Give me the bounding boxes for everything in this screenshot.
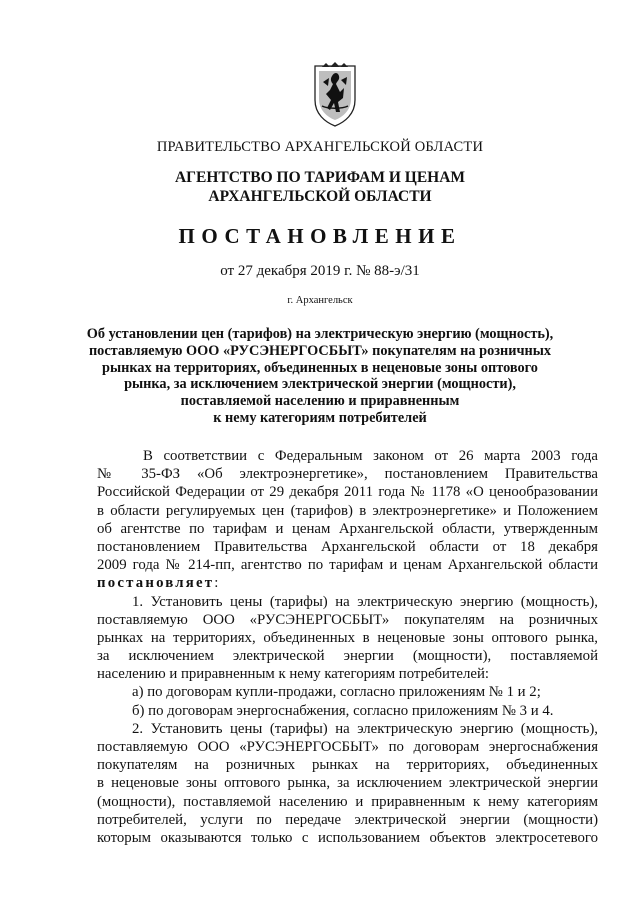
agency-name: [0, 168, 640, 206]
body-line: поставляемую ООО «РУСЭНЕРГОСБЫТ» по договорам энергоснабжения: [97, 739, 598, 755]
decree-line: [97, 574, 598, 592]
subject-line: рынка, за исключением электрической энергии (мощности),: [124, 376, 516, 393]
body-line: 2009 года № 214-пп, агентство по тарифам и ценам Архангельской области: [97, 557, 598, 574]
subject-line: поставляемую ООО «РУСЭНЕРГОСБЫТ» покупателям на розничных: [88, 342, 552, 359]
body-line: 2. Установить цены (тарифы) на электрическую энергию (мощность),: [132, 720, 598, 737]
body-line: В соответствии с Федеральным законом от 26 марта 2003 года: [143, 448, 598, 464]
body-line: (мощности), поставляемой населению и приравненным к нему категориям: [97, 793, 598, 810]
document-date-number: от 27 декабря 2019 г. № 88-э/31: [220, 263, 420, 279]
body-line: а) по договорам купли-продажи, согласно приложениям № 1 и 2;: [132, 684, 541, 701]
body-line: потребителей, услуги по передаче электрической энергии (мощности): [97, 811, 598, 828]
document-city: г. Архангельск: [287, 295, 353, 306]
agency-name-line-1: АГЕНТСТВО ПО ТАРИФАМ И ЦЕНАМ: [174, 169, 466, 186]
coat-of-arms-emblem: [310, 62, 360, 128]
body-line: 1. Установить цены (тарифы) на электрическую энергию (мощность),: [132, 593, 598, 610]
body-line: Российской Федерации от 29 декабря 2011 года № 1178 «О ценообразовании: [97, 484, 598, 501]
body-line: в области регулируемых цен (тарифов) в электроэнергетике» и Положением: [97, 502, 598, 519]
body-line: поставляемую ООО «РУСЭНЕРГОСБЫТ» покупателям на розничных: [97, 611, 598, 628]
body-line: постановлением Правительства Архангельской области от 18 декабря: [97, 538, 598, 555]
document-body: [97, 447, 598, 847]
body-line: за исключением электрической энергии (мощности), поставляемой: [97, 648, 598, 665]
body-line: покупателям на розничных рынках на территориях, объединенных: [97, 757, 598, 774]
document-title: ПОСТАНОВЛЕНИЕ: [178, 224, 462, 248]
body-line: № 35-ФЗ «Об электроэнергетике», постановлением Правительства: [97, 466, 598, 483]
document-subject: [0, 326, 640, 427]
body-line: населению и приравненным к нему категориям потребителей:: [97, 666, 489, 683]
government-name: ПРАВИТЕЛЬСТВО АРХАНГЕЛЬСКОЙ ОБЛАСТИ: [156, 139, 484, 155]
subject-line: к нему категориям потребителей: [213, 409, 427, 426]
subject-line: Об установлении цен (тарифов) на электрическую энергию (мощность),: [86, 326, 554, 342]
body-line: в неценовые зоны оптового рынка, за исключением электрической энергии: [97, 775, 598, 792]
body-line: рынках на территориях, объединенных в неценовые зоны оптового рынка,: [97, 629, 598, 646]
body-line: об агентстве по тарифам и ценам Архангельской области, утвержденным: [97, 520, 598, 537]
subject-line: рынках на территориях, объединенных в неценовые зоны оптового: [102, 359, 538, 376]
decree-colon: :: [214, 575, 219, 592]
agency-name-line-2: АРХАНГЕЛЬСКОЙ ОБЛАСТИ: [208, 188, 432, 205]
decree-word: постановляет: [97, 575, 215, 592]
body-line: которым оказываются только с использованием объектов электросетевого: [97, 829, 598, 846]
body-line: б) по договорам энергоснабжения, согласно приложениям № 3 и 4.: [132, 702, 554, 719]
subject-line: поставляемой населению и приравненным: [180, 393, 460, 410]
